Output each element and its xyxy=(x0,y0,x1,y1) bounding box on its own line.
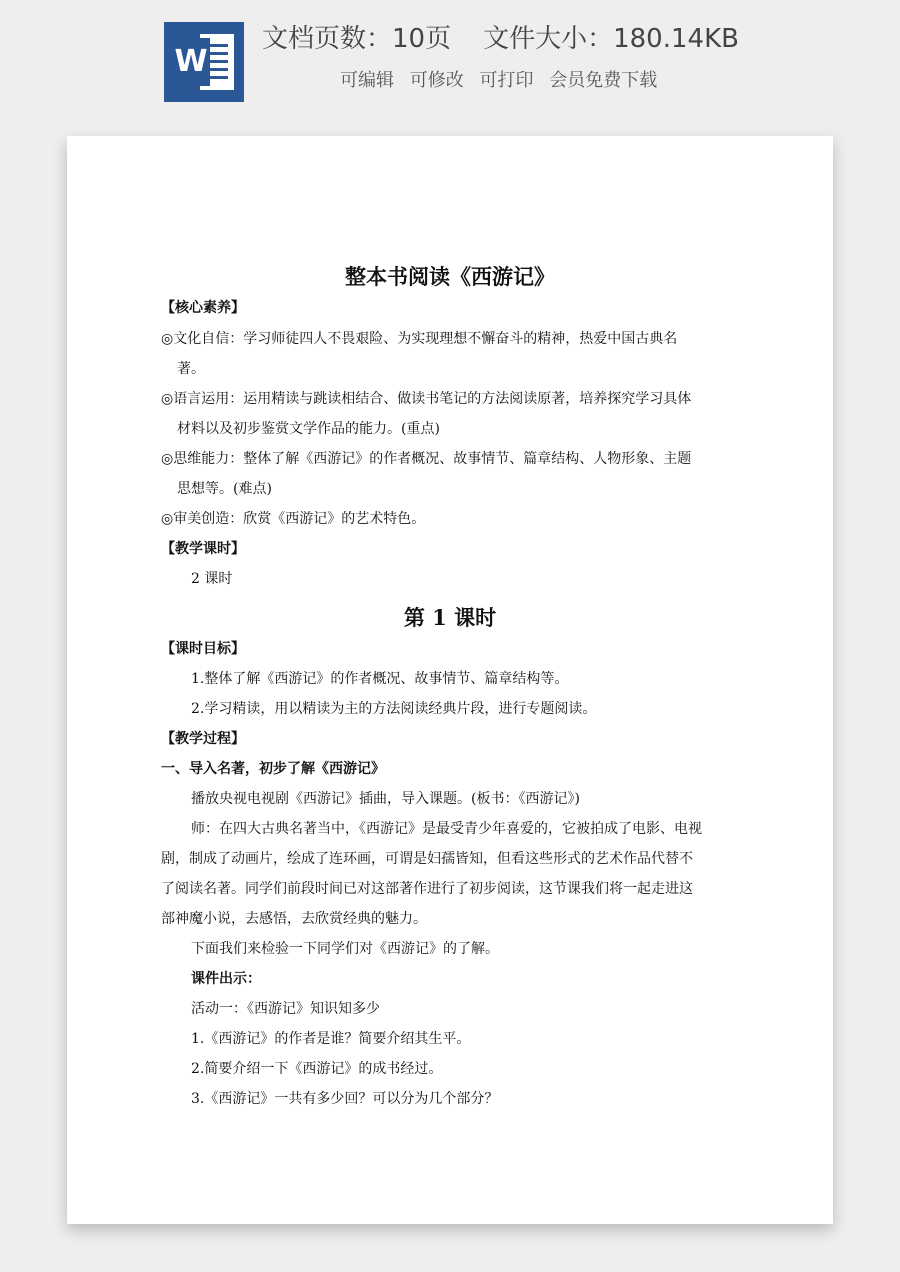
feature-editable: 可编辑 xyxy=(340,70,394,91)
core-item-line: 思想等。(难点) xyxy=(177,481,272,497)
core-item-line: ◎语言运用：运用精读与跳读相结合、做读书笔记的方法阅读原著，培养探究学习具体 xyxy=(161,391,692,407)
core-item-line: 著。 xyxy=(177,361,205,377)
process-heading: 【教学过程】 xyxy=(161,731,245,747)
paragraph: 播放央视电视剧《西游记》插曲，导入课题。(板书：《西游记》) xyxy=(191,791,580,807)
activity-title: 活动一：《西游记》知识知多少 xyxy=(191,1001,380,1017)
core-heading: 【核心素养】 xyxy=(161,300,245,316)
courseware-label: 课件出示： xyxy=(191,971,261,987)
paragraph-line: 部神魔小说，去感悟，去欣赏经典的魅力。 xyxy=(161,911,427,927)
question-item: 1.《西游记》的作者是谁？简要介绍其生平。 xyxy=(191,1031,471,1047)
paragraph-line: 师：在四大古典名著当中，《西游记》是最受青少年喜爱的，它被拍成了电影、电视 xyxy=(191,821,702,837)
question-item: 3.《西游记》一共有多少回？可以分为几个部分？ xyxy=(191,1091,499,1107)
word-letter: W xyxy=(172,38,210,86)
goal-item: 1.整体了解《西游记》的作者概况、故事情节、篇章结构等。 xyxy=(191,671,569,687)
file-features xyxy=(340,66,657,92)
page-count: 文档页数：10页 xyxy=(262,24,452,54)
core-item-line: 材料以及初步鉴赏文学作品的能力。(重点) xyxy=(177,421,440,437)
feature-modifiable: 可修改 xyxy=(409,70,464,91)
paragraph: 下面我们来检验一下同学们对《西游记》的了解。 xyxy=(191,941,499,957)
goal-item: 2.学习精读，用以精读为主的方法阅读经典片段，进行专题阅读。 xyxy=(191,701,597,717)
section-heading: 一、导入名著，初步了解《西游记》 xyxy=(161,761,385,777)
hours-value: 2 课时 xyxy=(191,571,233,587)
core-item-line: ◎思维能力：整体了解《西游记》的作者概况、故事情节、篇章结构、人物形象、主题 xyxy=(161,451,692,467)
feature-printable: 可打印 xyxy=(479,70,534,91)
paragraph-line: 了阅读名著。同学们前段时间已对这部著作进行了初步阅读，这节课我们将一起走进这 xyxy=(161,881,693,897)
core-item-line: ◎审美创造：欣赏《西游记》的艺术特色。 xyxy=(161,511,426,527)
file-meta xyxy=(262,18,739,55)
hours-heading: 【教学课时】 xyxy=(161,541,245,557)
lesson-title: 第 1 课时 xyxy=(403,605,497,630)
feature-member-download[interactable]: 会员免费下载 xyxy=(549,70,658,91)
core-item-line: ◎文化自信：学习师徒四人不畏艰险、为实现理想不懈奋斗的精神，热爱中国古典名 xyxy=(161,331,678,347)
document-title: 整本书阅读《西游记》 xyxy=(345,264,555,289)
goal-heading: 【课时目标】 xyxy=(161,641,245,657)
download-header xyxy=(0,0,900,130)
document-page xyxy=(67,136,833,1224)
file-size: 文件大小：180.14KB xyxy=(483,24,739,54)
question-item: 2.简要介绍一下《西游记》的成书经过。 xyxy=(191,1061,443,1077)
paragraph-line: 剧，制成了动画片，绘成了连环画，可谓是妇孺皆知，但看这些形式的艺术作品代替不 xyxy=(161,851,693,867)
word-document-icon xyxy=(164,22,244,102)
